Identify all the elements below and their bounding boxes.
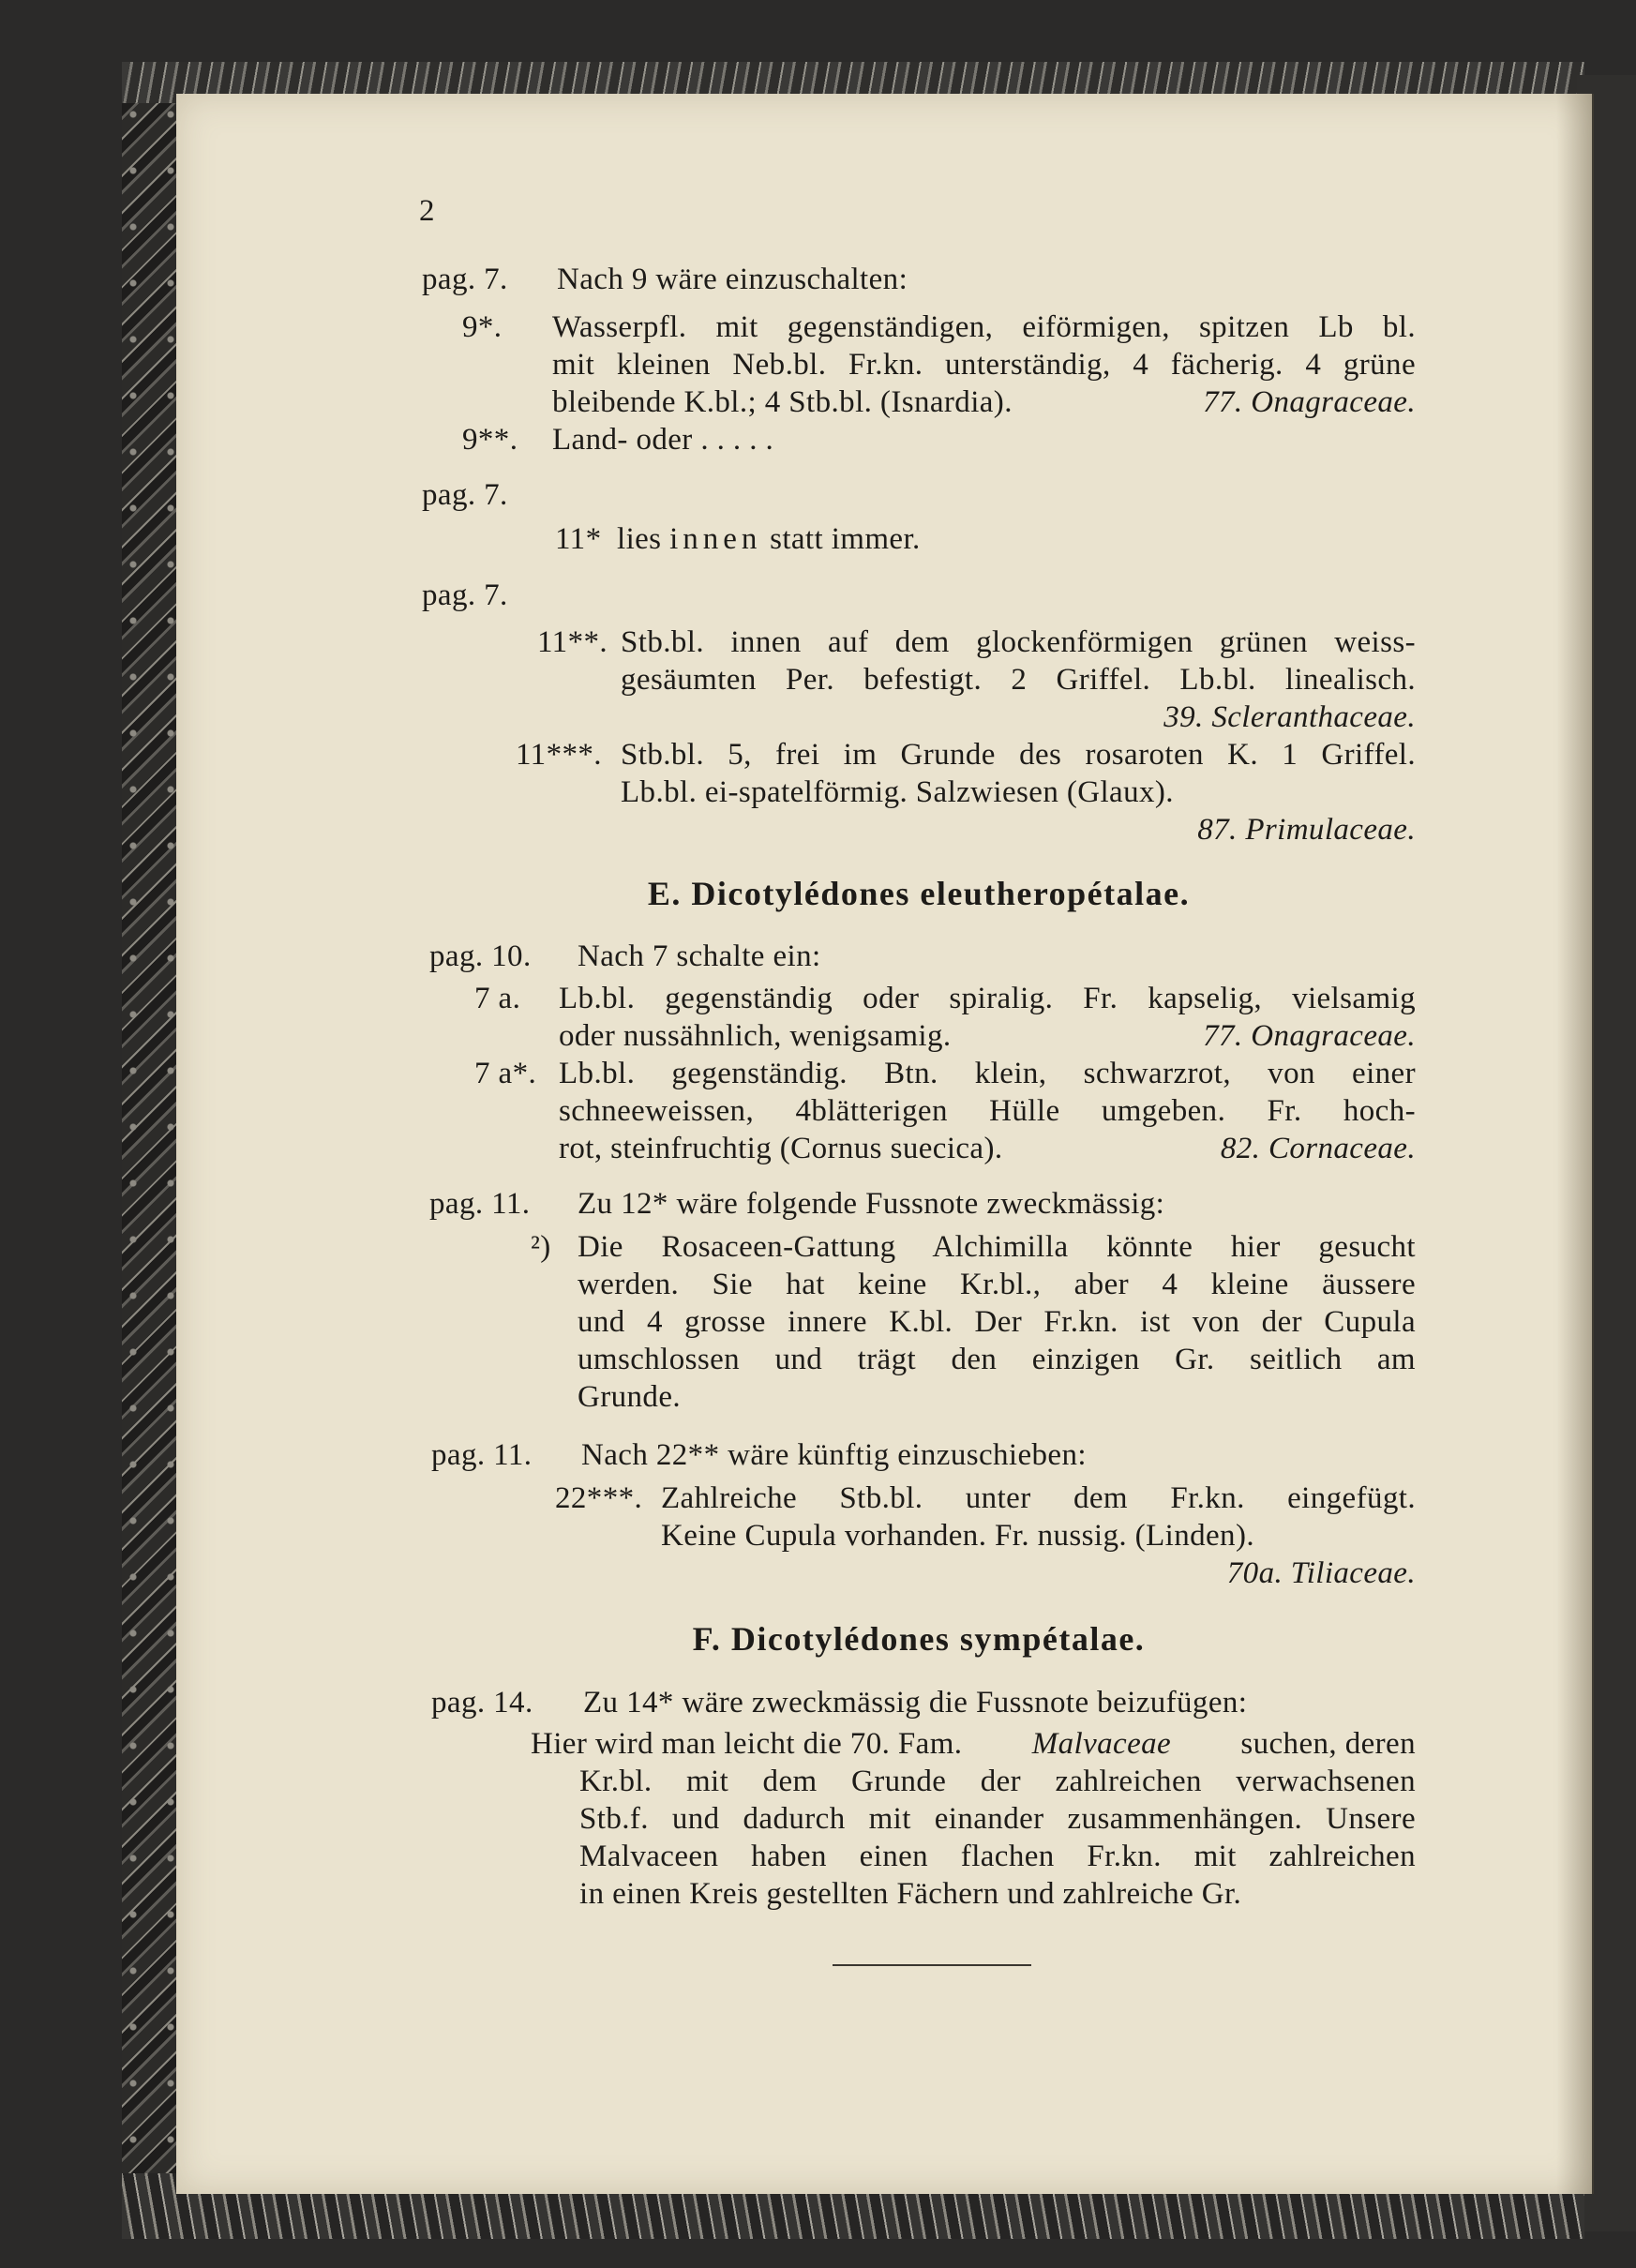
text-line: lies innen statt immer. [617,522,921,556]
family-name: 77. Onagraceae. [1203,385,1416,419]
page-number: 2 [419,194,435,228]
family-name: 82. Cornaceae. [1220,1132,1416,1165]
block-intro: Nach 7 schalte ein: [578,939,821,973]
text-line: Hier wird man leicht die 70. Fam. Malvaceae suchen, deren [531,1727,1416,1761]
block-intro: Zu 14* wäre zweckmässig die Fussnote beizufügen: [583,1686,1248,1720]
key-number: 9*. [462,310,503,344]
block-intro: Nach 22** wäre künftig einzuschieben: [581,1438,1087,1472]
text-line: bleibende K.bl.; 4 Stb.bl. (Isnardia). [552,385,1013,419]
text-line: umschlossen und trägt den einzigen Gr. seitlich am [578,1343,1416,1376]
family-name: 39. Scleranthaceae. [1163,700,1416,734]
page-reference: pag. 11. [431,1438,533,1472]
section-heading: F. Dicotylédones sympétalae. [692,1620,1146,1658]
text-line: Land- oder . . . . . [552,423,774,457]
text-line: schneeweissen, 4blätterigen Hülle umgeben. Fr. hoch- [559,1094,1416,1128]
key-number: 9**. [462,423,518,457]
family-name: 70a. Tiliaceae. [1226,1556,1416,1590]
text-line: Grunde. [578,1380,682,1414]
text-line: und 4 grosse innere K.bl. Der Fr.kn. ist von der Cupula [578,1305,1416,1339]
key-number: 22***. [555,1481,643,1515]
page-reference: pag. 7. [422,478,508,512]
page-reference: pag. 11. [429,1187,531,1221]
text-line: gesäumten Per. befestigt. 2 Griffel. Lb.bl. linealisch. [621,663,1416,697]
page-reference: pag. 7. [422,263,508,296]
text-line: mit kleinen Neb.bl. Fr.kn. unterständig, 4 fächerig. 4 grüne [552,348,1416,382]
text-line: Stb.f. und dadurch mit einander zusammenhängen. Unsere [579,1802,1416,1836]
text-line: Keine Cupula vorhanden. Fr. nussig. (Linden). [661,1519,1254,1553]
key-number: 11**. [537,625,608,659]
text-line: Malvaceen haben einen flachen Fr.kn. mit zahlreichen [579,1840,1416,1873]
text-line: oder nussähnlich, wenigsamig. [559,1019,952,1053]
text-line: Wasserpfl. mit gegenständigen, eiförmigen, spitzen Lb bl. [552,310,1416,344]
key-number: 11***. [516,738,602,772]
footnote-marker: ²) [531,1230,551,1264]
text-line: Zahlreiche Stb.bl. unter dem Fr.kn. eingefügt. [661,1481,1416,1515]
key-number: 11* [555,522,602,556]
family-name: 87. Primulaceae. [1197,813,1416,847]
text-line: Lb.bl. ei-spatelförmig. Salzwiesen (Glaux). [621,775,1174,809]
block-intro: Nach 9 wäre einzuschalten: [557,263,908,296]
page-reference: pag. 14. [431,1686,533,1720]
end-rule [833,1964,1031,1966]
page-reference: pag. 10. [429,939,532,973]
text-line: Lb.bl. gegenständig. Btn. klein, schwarzrot, von einer [559,1057,1416,1090]
text-line: rot, steinfruchtig (Cornus suecica). [559,1132,1003,1165]
key-number: 7 a*. [474,1057,537,1090]
page-reference: pag. 7. [422,578,508,612]
text-line: Kr.bl. mit dem Grunde der zahlreichen verwachsenen [579,1765,1416,1798]
family-name: 77. Onagraceae. [1203,1019,1416,1053]
text-line: Stb.bl. innen auf dem glockenförmigen grünen weiss- [621,625,1416,659]
section-heading: E. Dicotylédones eleutheropétalae. [647,875,1191,912]
text-line: Lb.bl. gegenständig oder spiralig. Fr. kapselig, vielsamig [559,982,1416,1015]
text-line: Stb.bl. 5, frei im Grunde des rosaroten K. 1 Griffel. [621,738,1416,772]
text-line: in einen Kreis gestellten Fächern und zahlreiche Gr. [579,1877,1242,1911]
block-intro: Zu 12* wäre folgende Fussnote zweckmässig: [578,1187,1165,1221]
text-line: Die Rosaceen-Gattung Alchimilla könnte hier gesucht [578,1230,1416,1264]
key-number: 7 a. [474,982,521,1015]
text-line: werden. Sie hat keine Kr.bl., aber 4 kleine äussere [578,1268,1416,1301]
